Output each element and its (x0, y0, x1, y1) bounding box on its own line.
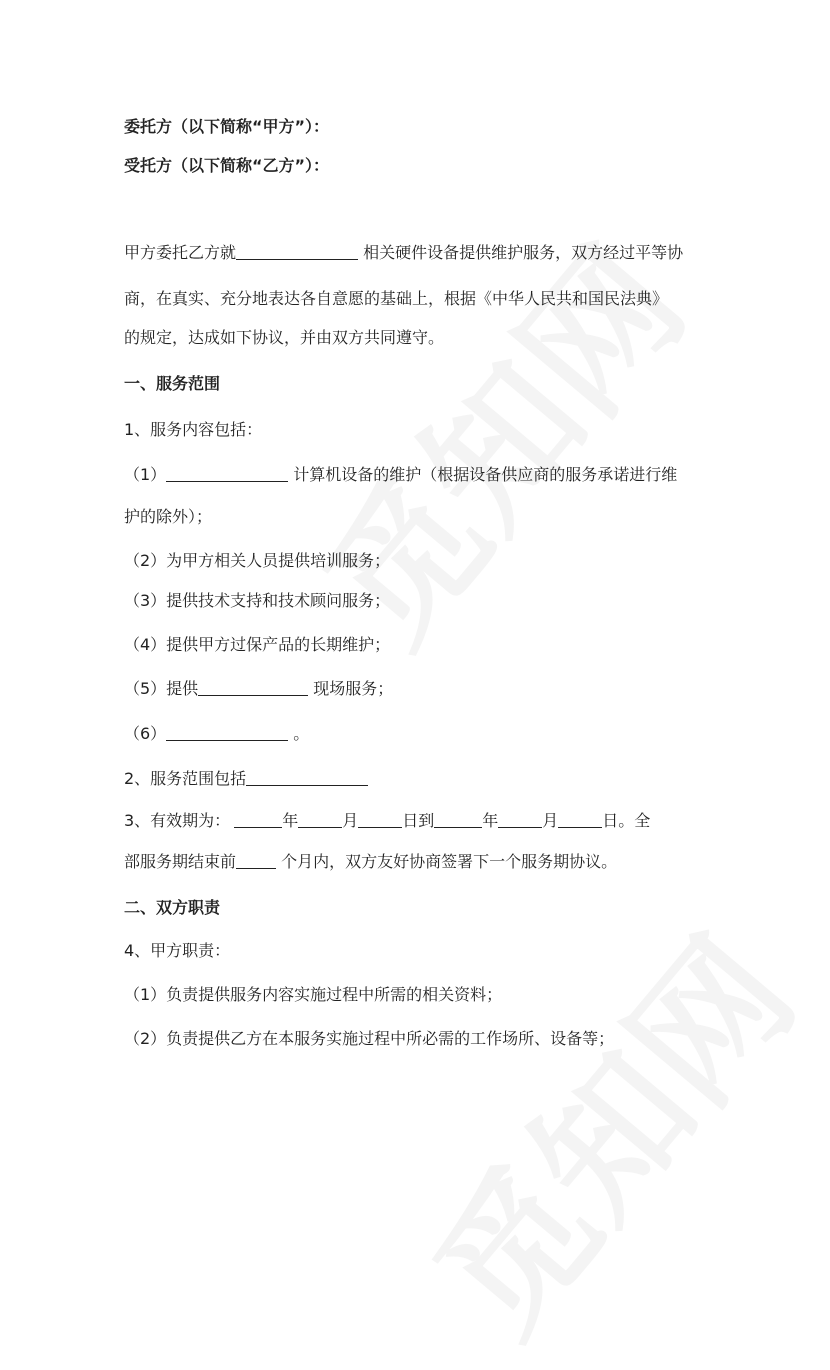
duty-1: （1）负责提供服务内容实施过程中所需的相关资料； (124, 985, 503, 1004)
month-field[interactable] (498, 811, 542, 828)
text: 年 (482, 811, 499, 830)
section-1-title: 一、服务范围 (124, 374, 221, 393)
service-2: （2）为甲方相关人员提供培训服务； (124, 551, 391, 570)
watermark (378, 886, 830, 1370)
duty-2: （2）负责提供乙方在本服务实施过程中所必需的工作场所、设备等； (124, 1029, 615, 1048)
text: 。 (288, 724, 310, 743)
text: （1） (124, 465, 167, 484)
text: （5）提供 (124, 679, 199, 698)
text: 月 (542, 811, 559, 830)
intro-line-1 (124, 243, 683, 263)
text: 月 (342, 811, 359, 830)
day-field[interactable] (358, 811, 402, 828)
month-field[interactable] (298, 811, 342, 828)
text: 甲方委托乙方就 (124, 243, 237, 262)
item-1: 1、服务内容包括： (124, 420, 263, 439)
blank-field[interactable] (236, 243, 358, 260)
service-6 (124, 724, 309, 744)
intro-line-3: 的规定，达成如下协议，并由双方共同遵守。 (124, 328, 445, 347)
year-field[interactable] (234, 811, 282, 828)
text: 日。全 (602, 811, 651, 830)
text: 个月内，双方友好协商签署下一个服务期协议。 (276, 852, 618, 871)
service-3: （3）提供技术支持和技术顾问服务； (124, 591, 391, 610)
item-3-cont (124, 852, 617, 872)
item-3 (124, 811, 650, 831)
section-2-title: 二、双方职责 (124, 898, 221, 917)
text: 年 (282, 811, 299, 830)
text: （6） (124, 724, 167, 743)
text: 3、有效期为： (124, 811, 231, 830)
item-4: 4、甲方职责： (124, 941, 231, 960)
blank-field[interactable] (198, 679, 308, 696)
blank-field[interactable] (166, 465, 288, 482)
text: 计算机设备的维护（根据设备供应商的服务承诺进行维 (288, 465, 678, 484)
service-4: （4）提供甲方过保产品的长期维护； (124, 635, 391, 654)
year-field[interactable] (434, 811, 482, 828)
text: 相关硬件设备提供维护服务，双方经过平等协 (358, 243, 684, 262)
party-a-line: 委托方（以下简称“甲方”）： (124, 117, 330, 136)
text: 2、服务范围包括 (124, 769, 247, 788)
blank-field[interactable] (166, 724, 288, 741)
months-field[interactable] (236, 852, 276, 869)
service-5 (124, 679, 393, 699)
party-b-line: 受托方（以下简称“乙方”）： (124, 156, 330, 175)
text: 日到 (402, 811, 435, 830)
service-1 (124, 465, 677, 485)
day-field[interactable] (558, 811, 602, 828)
blank-field[interactable] (246, 769, 368, 786)
item-2 (124, 769, 368, 789)
text: 现场服务； (308, 679, 394, 698)
intro-line-2: 商，在真实、充分地表达各自意愿的基础上，根据《中华人民共和国民法典》 (124, 289, 669, 308)
text: 部服务期结束前 (124, 852, 237, 871)
service-1-cont: 护的除外）； (124, 507, 213, 526)
